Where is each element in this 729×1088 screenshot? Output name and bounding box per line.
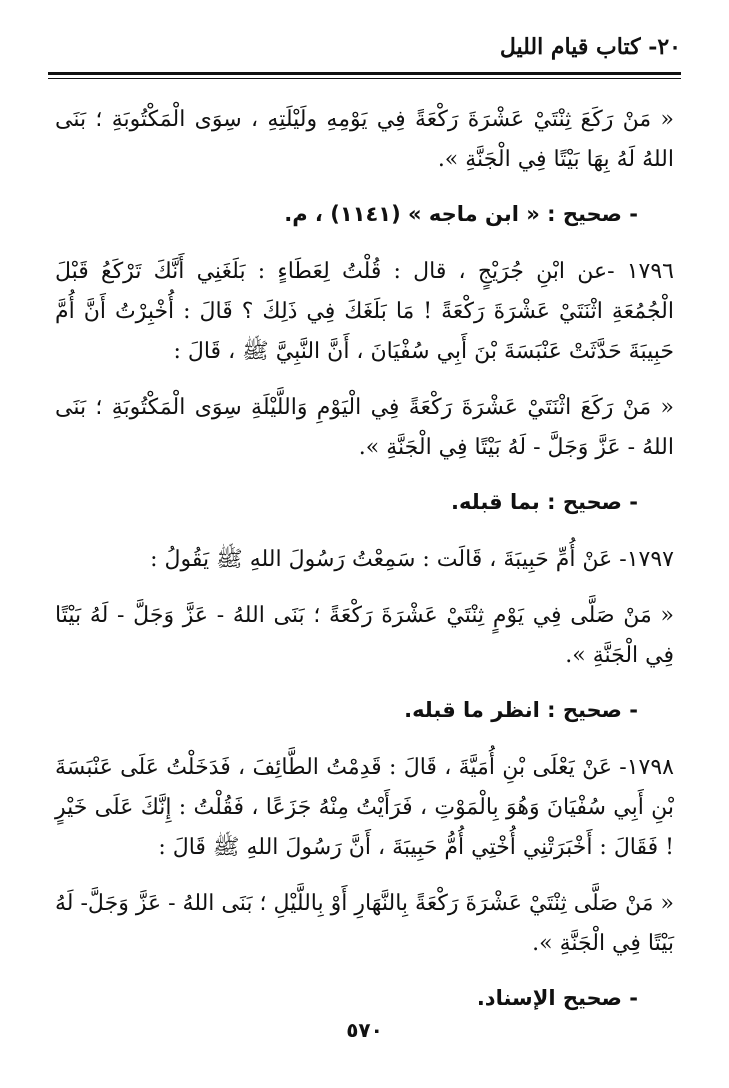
- page-body: [55, 100, 674, 1036]
- hadith-chain: ١٧٩٨- عَنْ يَعْلَى بْنِ أُمَيَّةَ ، قَالَ : قَدِمْتُ الطَّائِفَ ، فَدَخَلْتُ عَلَى عَنْبَسَةَ بْنِ أَبِي سُفْيَانَ وَهُوَ بِالْمَوْتِ ، فَرَأَيْتُ مِنْهُ جَزَعًا ، فَقُلْتُ : إِنَّكَ عَلَى خَيْرٍ ! فَقَالَ : أَخْبَرَتْنِي أُخْتِي أُمُّ حَبِيبَةَ ، أَنَّ رَسُولَ اللهِ ﷺ قَالَ :: [55, 755, 674, 860]
- grading-note: - صحيح : انظر ما قبله.: [404, 698, 638, 722]
- grading-note: - صحيح : بما قبله.: [451, 490, 638, 514]
- grading-note: - صحيح الإسناد.: [476, 986, 638, 1010]
- hadith-text: « مَنْ رَكَعَ اثْنَتَيْ عَشْرَةَ رَكْعَةً فِي الْيَوْمِ وَاللَّيْلَةِ سِوَى الْمَكْتُوبَةِ ؛ بَنَى اللهُ - عَزَّ وَجَلَّ - لَهُ بَيْتًا فِي الْجَنَّةِ ».: [55, 395, 674, 460]
- hadith-chain: ١٧٩٧- عَنْ أُمِّ حَبِيبَةَ ، قَالَت : سَمِعْتُ رَسُولَ اللهِ ﷺ يَقُولُ :: [150, 547, 674, 572]
- header-rule-thin: [48, 78, 681, 79]
- hadith-chain: ١٧٩٦ -عن ابْنِ جُرَيْجٍ ، قال : قُلْتُ لِعَطَاءٍ : بَلَغَنِي أَنَّكَ تَرْكَعُ قَبْلَ الْجُمُعَةِ اثْنَتَيْ عَشْرَةَ رَكْعَةً ! مَا بَلَغَكَ فِي ذَلِكَ ؟ قَالَ : أُخْبِرْتُ أَنَّ أُمَّ حَبِيبَةَ حَدَّثَتْ عَنْبَسَةَ بْنَ أَبِي سُفْيَانَ ، أَنَّ النَّبِيَّ ﷺ ، قَالَ :: [55, 259, 674, 364]
- hadith-text: « مَنْ صَلَّى فِي يَوْمٍ ثِنْتَيْ عَشْرَةَ رَكْعَةً ؛ بَنَى اللهُ - عَزَّ وَجَلَّ - لَهُ بَيْتًا فِي الْجَنَّةِ ».: [55, 603, 674, 668]
- chapter-title: ٢٠- كتاب قيام الليل: [499, 34, 681, 60]
- running-header: [48, 30, 681, 64]
- hadith-text: « مَنْ رَكَعَ ثِنْتَيْ عَشْرَةَ رَكْعَةً فِي يَوْمِهِ ولَيْلَتِهِ ، سِوَى الْمَكْتُوبَةِ ؛ بَنَى اللهُ لَهُ بِهَا بَيْتًا فِي الْجَنَّةِ ».: [55, 107, 674, 172]
- header-rule-thick: [48, 72, 681, 75]
- hadith-text: « مَنْ صَلَّى ثِنْتَيْ عَشْرَةَ رَكْعَةً بِالنَّهَارِ أَوْ بِاللَّيْلِ ؛ بَنَى اللهُ - عَزَّ وَجَلَّ- لَهُ بَيْتًا فِي الْجَنَّةِ ».: [55, 891, 674, 956]
- page-number: ٥٧٠: [346, 1018, 383, 1042]
- grading-note: - صحيح : « ابن ماجه » (١١٤١) ، م.: [284, 202, 638, 226]
